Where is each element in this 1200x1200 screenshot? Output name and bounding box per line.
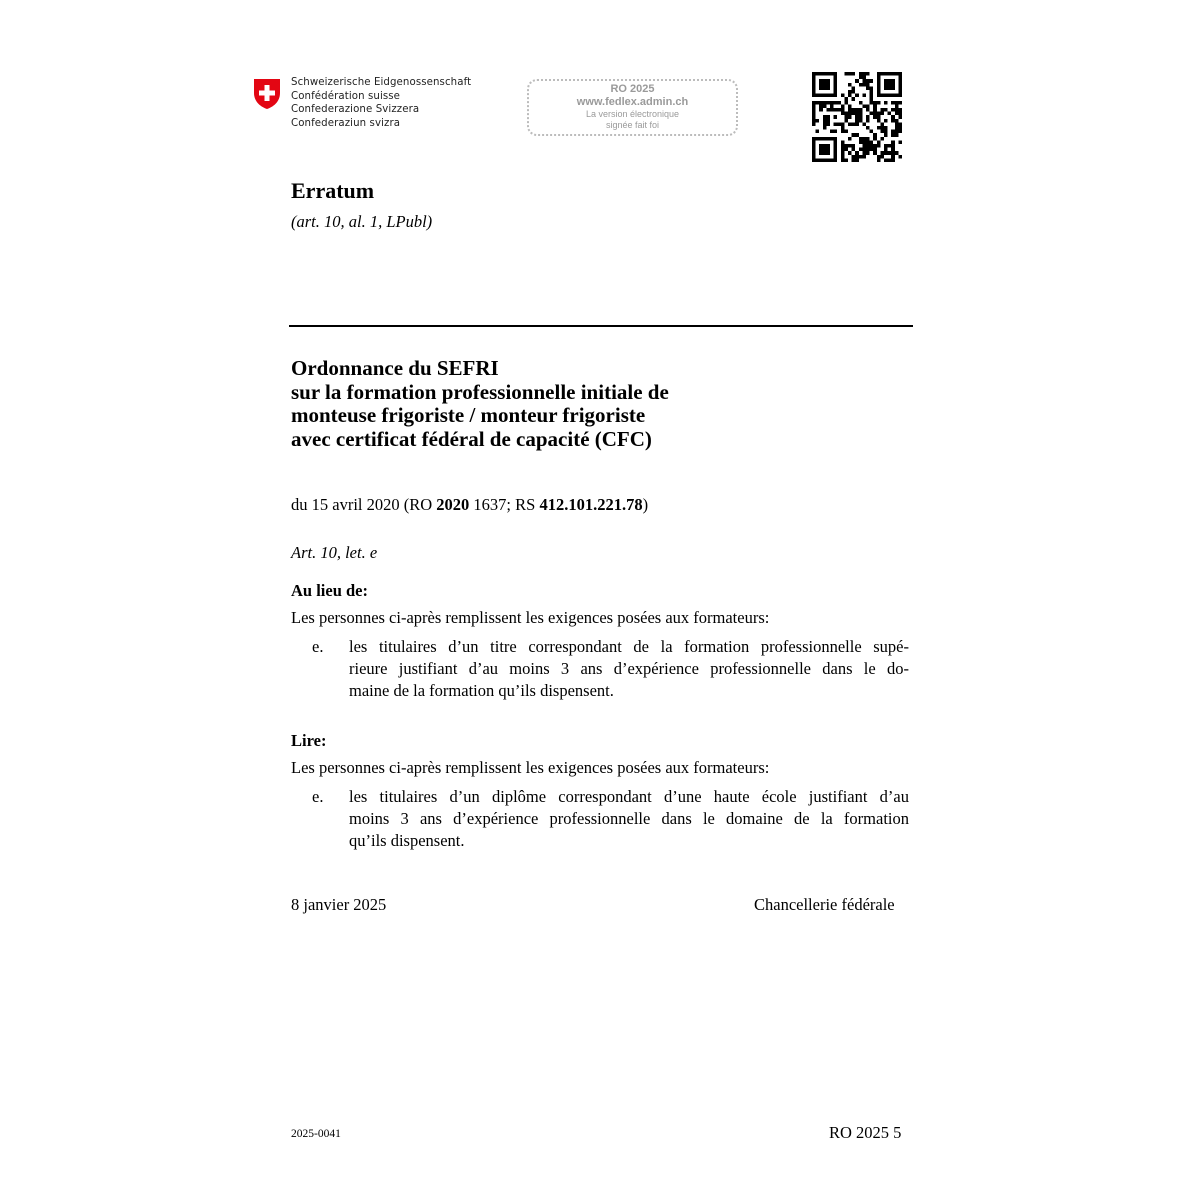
stamp-note-2: signée fait foi [605, 120, 660, 130]
item-line: qu’ils dispensent. [349, 831, 465, 850]
instead-of-item [312, 636, 912, 702]
article-reference: Art. 10, let. e [291, 543, 378, 562]
federal-logo [253, 76, 493, 136]
read-heading: Lire: [291, 731, 327, 750]
signature-date: 8 janvier 2025 [291, 895, 387, 914]
document-number: 2025-0041 [291, 1128, 341, 1140]
admin-name-rm: Confederaziun svizra [291, 117, 401, 129]
erratum-reference: (art. 10, al. 1, LPubl) [291, 212, 433, 231]
signing-authority: Chancellerie fédérale [754, 895, 895, 914]
admin-name-it: Confederazione Svizzera [291, 104, 420, 115]
dated-middle: 1637; RS [469, 495, 540, 514]
swiss-shield-icon [253, 78, 281, 110]
admin-name-fr: Confédération suisse [291, 90, 401, 102]
item-line: rieure justifiant d’au moins 3 ans d’expérience professionnelle dans le do- [349, 659, 909, 678]
ro-year: 2020 [436, 495, 470, 514]
item-letter: e. [312, 637, 324, 656]
item-line: les titulaires d’un titre correspondant de la formation professionnelle supé- [349, 637, 909, 656]
electronic-signature-stamp [527, 79, 738, 136]
item-line: maine de la formation qu’ils dispensent. [349, 681, 614, 700]
administration-names [291, 76, 471, 130]
erratum-title: Erratum [291, 178, 375, 203]
instead-of-intro: Les personnes ci-après remplissent les exigences posées aux formateurs: [291, 608, 770, 627]
ordinance-title-line: Ordonnance du SEFRI [291, 356, 499, 380]
admin-name-de: Schweizerische Eidgenossenschaft [291, 77, 472, 88]
item-letter: e. [312, 787, 324, 806]
read-item [312, 786, 912, 852]
stamp-url: www.fedlex.admin.ch [576, 96, 689, 108]
stamp-ro: RO 2025 [610, 83, 655, 95]
dated-suffix: ) [642, 495, 649, 514]
ordinance-title-line: sur la formation professionnelle initiale de [291, 379, 669, 404]
qr-code-icon [812, 72, 902, 162]
stamp-note-1: La version électronique [585, 109, 680, 119]
rs-number: 412.101.221.78 [539, 495, 643, 514]
item-line: les titulaires d’un diplôme correspondant d’une haute école justifiant d’au [349, 787, 909, 806]
dated-prefix: du 15 avril 2020 (RO [291, 495, 437, 514]
item-text [349, 636, 909, 702]
item-line: moins 3 ans d’expérience professionnelle dans le domaine de la formation [349, 809, 909, 828]
ordinance-title [291, 357, 669, 451]
ordinance-date [291, 495, 648, 515]
ordinance-title-line: avec certificat fédéral de capacité (CFC) [291, 426, 652, 451]
page-reference: RO 2025 5 [829, 1123, 902, 1142]
item-text [349, 786, 909, 852]
ordinance-title-line: monteuse frigoriste / monteur frigoriste [291, 403, 646, 427]
divider [289, 325, 913, 327]
instead-of-heading: Au lieu de: [291, 581, 369, 600]
read-intro: Les personnes ci-après remplissent les exigences posées aux formateurs: [291, 758, 770, 777]
